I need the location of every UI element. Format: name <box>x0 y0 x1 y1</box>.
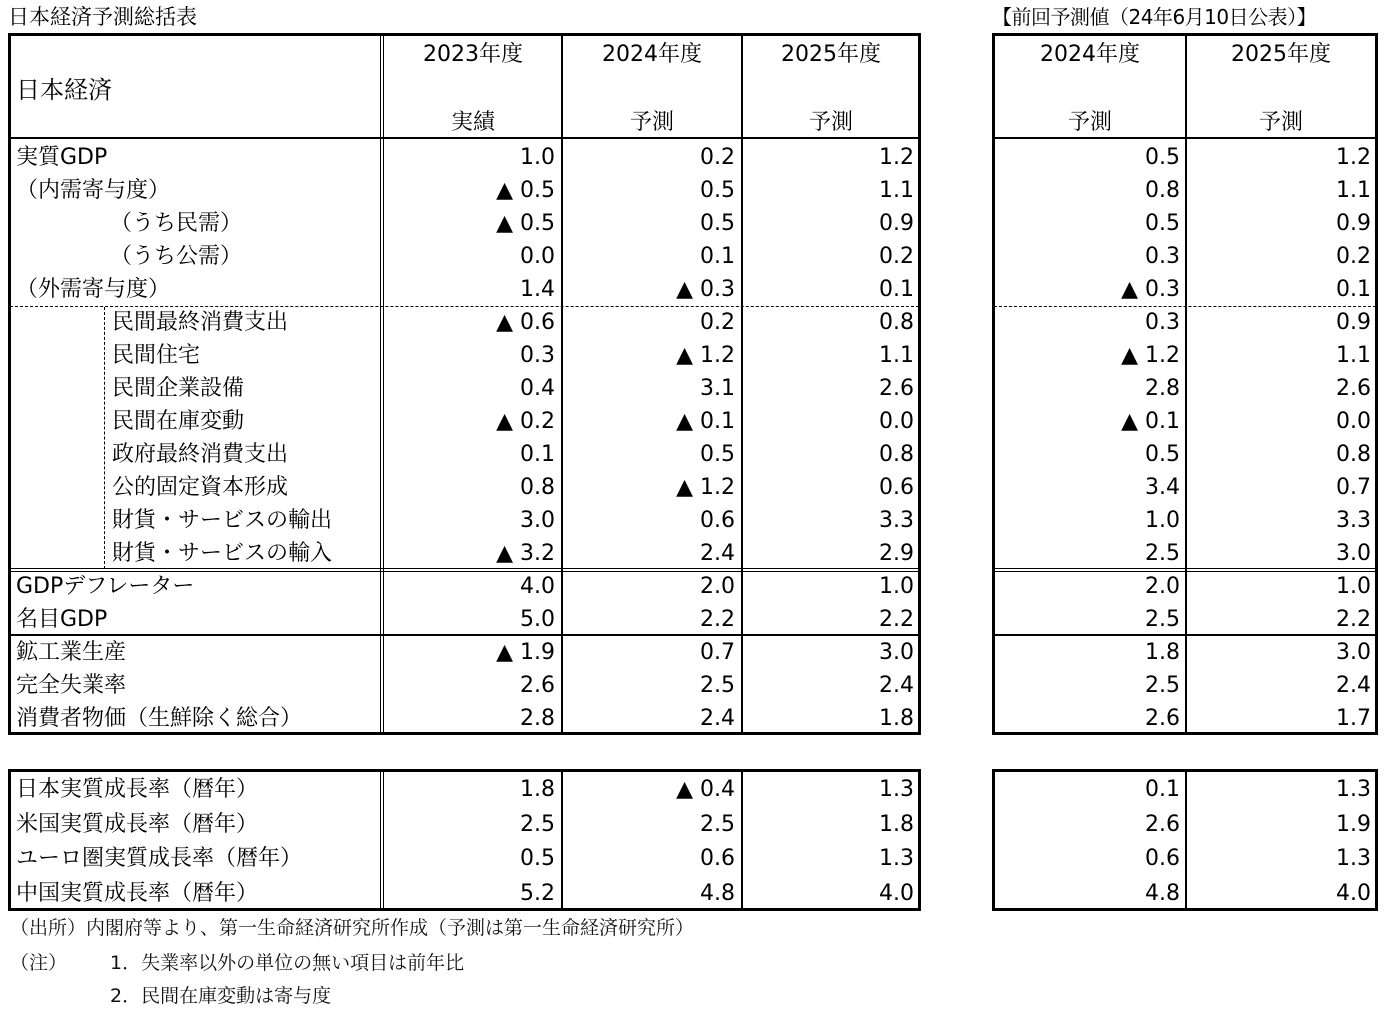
previous-value-cell: 2.8 <box>1145 376 1180 401</box>
value-cell: 0.8 <box>879 442 914 467</box>
previous-value-cell: ▲ 0.3 <box>1121 277 1180 302</box>
previous-value-cell: 1.2 <box>1336 145 1371 170</box>
value-cell: 1.8 <box>879 706 914 731</box>
value-cell: 5.2 <box>520 881 555 906</box>
prev-components-separator <box>994 306 1376 307</box>
value-cell: 2.5 <box>700 812 735 837</box>
kind-header-2025: 予測 <box>808 110 853 135</box>
value-cell: 3.0 <box>520 508 555 533</box>
column-divider-2025 <box>741 35 743 733</box>
previous-value-cell: 0.1 <box>1145 777 1180 802</box>
world-label-divider <box>380 771 384 909</box>
value-cell: 4.0 <box>520 574 555 599</box>
year-header-2023: 2023年度 <box>423 42 523 67</box>
kind-header-2023: 実績 <box>450 110 495 135</box>
value-cell: 0.5 <box>520 846 555 871</box>
previous-value-cell: 2.6 <box>1336 376 1371 401</box>
row-label: 財貨・サービスの輸出 <box>112 508 333 533</box>
value-cell: 2.5 <box>700 673 735 698</box>
value-cell: 0.3 <box>520 343 555 368</box>
value-cell: 0.0 <box>879 409 914 434</box>
world-divider-2024 <box>561 771 563 909</box>
previous-value-cell: 2.5 <box>1145 607 1180 632</box>
row-label: （内需寄与度） <box>16 178 171 203</box>
row-label-header: 日本経済 <box>16 76 112 104</box>
previous-value-cell: 0.8 <box>1336 442 1371 467</box>
row-label: ユーロ圏実質成長率（暦年） <box>16 846 303 871</box>
value-cell: ▲ 0.3 <box>676 277 735 302</box>
value-cell: 0.1 <box>520 442 555 467</box>
row-label: 民間企業設備 <box>112 376 245 401</box>
component-indent-divider <box>104 307 105 569</box>
previous-value-cell: 1.7 <box>1336 706 1371 731</box>
previous-value-cell: 2.6 <box>1145 706 1180 731</box>
value-cell: 0.5 <box>700 442 735 467</box>
previous-value-cell: 1.0 <box>1336 574 1371 599</box>
world-prev-divider <box>1185 771 1187 909</box>
previous-value-cell: 2.5 <box>1145 541 1180 566</box>
previous-value-cell: 0.8 <box>1145 178 1180 203</box>
column-divider-2024 <box>561 35 563 733</box>
value-cell: 1.2 <box>879 145 914 170</box>
previous-value-cell: 0.5 <box>1145 211 1180 236</box>
value-cell: 2.9 <box>879 541 914 566</box>
previous-value-cell: 0.1 <box>1336 277 1371 302</box>
previous-value-cell: 0.9 <box>1336 211 1371 236</box>
value-cell: 0.5 <box>700 211 735 236</box>
previous-value-cell: 1.9 <box>1336 812 1371 837</box>
components-separator <box>10 306 919 307</box>
value-cell: 0.2 <box>700 145 735 170</box>
previous-value-cell: 1.0 <box>1145 508 1180 533</box>
previous-value-cell: 0.3 <box>1145 310 1180 335</box>
value-cell: 1.8 <box>879 812 914 837</box>
prev-kind-header-2024: 予測 <box>1067 110 1112 135</box>
previous-value-cell: 0.6 <box>1145 846 1180 871</box>
value-cell: 1.0 <box>520 145 555 170</box>
value-cell: 2.8 <box>520 706 555 731</box>
value-cell: 0.8 <box>520 475 555 500</box>
row-label: （うち民需） <box>110 211 243 236</box>
value-cell: 0.1 <box>879 277 914 302</box>
row-label: （外需寄与度） <box>16 277 171 302</box>
value-cell: 2.4 <box>879 673 914 698</box>
previous-value-cell: 2.5 <box>1145 673 1180 698</box>
previous-value-cell: 2.4 <box>1336 673 1371 698</box>
note-2: 2．民間在庫変動は寄与度 <box>110 985 332 1007</box>
value-cell: 3.3 <box>879 508 914 533</box>
header-bottom-line <box>10 137 919 139</box>
value-cell: 2.4 <box>700 706 735 731</box>
row-label: 財貨・サービスの輸入 <box>112 541 333 566</box>
value-cell: 0.6 <box>879 475 914 500</box>
value-cell: 0.1 <box>700 244 735 269</box>
prev-header-bottom-line <box>994 137 1376 139</box>
row-label: 鉱工業生産 <box>16 640 127 665</box>
row-label: GDPデフレーター <box>16 574 195 599</box>
previous-value-cell: 0.5 <box>1145 145 1180 170</box>
previous-value-cell: 3.3 <box>1336 508 1371 533</box>
prev-kind-header-2025: 予測 <box>1258 110 1303 135</box>
value-cell: 1.1 <box>879 178 914 203</box>
value-cell: 1.3 <box>879 777 914 802</box>
previous-value-cell: ▲ 1.2 <box>1121 343 1180 368</box>
value-cell: 2.5 <box>520 812 555 837</box>
row-label: 消費者物価（生鮮除く総合） <box>16 706 303 731</box>
previous-value-cell: 0.3 <box>1145 244 1180 269</box>
previous-value-cell: 3.0 <box>1336 541 1371 566</box>
value-cell: 1.8 <box>520 777 555 802</box>
value-cell: ▲ 0.6 <box>496 310 555 335</box>
previous-value-cell: 1.1 <box>1336 178 1371 203</box>
prev-year-header-2025: 2025年度 <box>1231 42 1331 67</box>
row-label: （うち公需） <box>110 244 243 269</box>
previous-forecast-title: 【前回予測値（24年6月10日公表）】 <box>992 5 1317 29</box>
row-label: 民間住宅 <box>112 343 201 368</box>
previous-value-cell: 0.5 <box>1145 442 1180 467</box>
value-cell: ▲ 0.2 <box>496 409 555 434</box>
value-cell: 1.3 <box>879 846 914 871</box>
value-cell: ▲ 0.5 <box>496 178 555 203</box>
value-cell: 0.7 <box>700 640 735 665</box>
kind-header-2024: 予測 <box>629 110 674 135</box>
previous-value-cell: 2.2 <box>1336 607 1371 632</box>
value-cell: 0.6 <box>700 508 735 533</box>
label-column-divider <box>380 35 384 733</box>
previous-value-cell: 2.6 <box>1145 812 1180 837</box>
row-label: 中国実質成長率（暦年） <box>16 881 259 906</box>
previous-value-cell: 4.0 <box>1336 881 1371 906</box>
value-cell: 2.2 <box>700 607 735 632</box>
previous-value-cell: 0.0 <box>1336 409 1371 434</box>
value-cell: 0.2 <box>700 310 735 335</box>
row-label: 民間最終消費支出 <box>112 310 289 335</box>
previous-value-cell: 3.0 <box>1336 640 1371 665</box>
value-cell: 0.0 <box>520 244 555 269</box>
prev-column-divider <box>1185 35 1187 733</box>
previous-value-cell: 0.7 <box>1336 475 1371 500</box>
previous-value-cell: 4.8 <box>1145 881 1180 906</box>
previous-value-cell: 3.4 <box>1145 475 1180 500</box>
row-label: 名目GDP <box>16 607 108 632</box>
value-cell: 5.0 <box>520 607 555 632</box>
value-cell: 2.4 <box>700 541 735 566</box>
previous-value-cell: 1.3 <box>1336 846 1371 871</box>
value-cell: 1.4 <box>520 277 555 302</box>
value-cell: ▲ 1.2 <box>676 475 735 500</box>
value-cell: ▲ 1.2 <box>676 343 735 368</box>
source-note: （出所）内閣府等より、第一生命経済研究所作成（予測は第一生命経済研究所） <box>10 917 695 939</box>
value-cell: 2.2 <box>879 607 914 632</box>
value-cell: 2.6 <box>520 673 555 698</box>
value-cell: 3.0 <box>879 640 914 665</box>
value-cell: ▲ 1.9 <box>496 640 555 665</box>
value-cell: ▲ 3.2 <box>496 541 555 566</box>
value-cell: 0.9 <box>879 211 914 236</box>
previous-value-cell: 1.8 <box>1145 640 1180 665</box>
note-label: （注） <box>10 952 68 974</box>
value-cell: 0.8 <box>879 310 914 335</box>
year-header-2024: 2024年度 <box>602 42 702 67</box>
row-label: 実質GDP <box>16 145 108 170</box>
row-label: 政府最終消費支出 <box>112 442 289 467</box>
previous-value-cell: 1.3 <box>1336 777 1371 802</box>
value-cell: ▲ 0.1 <box>676 409 735 434</box>
value-cell: 0.5 <box>700 178 735 203</box>
row-label: 民間在庫変動 <box>112 409 245 434</box>
value-cell: 1.1 <box>879 343 914 368</box>
value-cell: 0.6 <box>700 846 735 871</box>
value-cell: 3.1 <box>700 376 735 401</box>
value-cell: 4.8 <box>700 881 735 906</box>
value-cell: 0.2 <box>879 244 914 269</box>
world-divider-2025 <box>741 771 743 909</box>
previous-value-cell: 0.2 <box>1336 244 1371 269</box>
note-1: 1．失業率以外の単位の無い項目は前年比 <box>110 952 465 974</box>
row-label: 日本実質成長率（暦年） <box>16 777 259 802</box>
previous-value-cell: 1.1 <box>1336 343 1371 368</box>
previous-value-cell: 0.9 <box>1336 310 1371 335</box>
value-cell: 1.0 <box>879 574 914 599</box>
row-label: 公的固定資本形成 <box>112 475 289 500</box>
value-cell: 0.4 <box>520 376 555 401</box>
value-cell: ▲ 0.5 <box>496 211 555 236</box>
year-header-2025: 2025年度 <box>781 42 881 67</box>
previous-value-cell: ▲ 0.1 <box>1121 409 1180 434</box>
row-label: 完全失業率 <box>16 673 127 698</box>
value-cell: 2.6 <box>879 376 914 401</box>
value-cell: ▲ 0.4 <box>676 777 735 802</box>
value-cell: 2.0 <box>700 574 735 599</box>
prev-year-header-2024: 2024年度 <box>1040 42 1140 67</box>
value-cell: 4.0 <box>879 881 914 906</box>
page-title: 日本経済予測総括表 <box>8 5 197 29</box>
previous-value-cell: 2.0 <box>1145 574 1180 599</box>
row-label: 米国実質成長率（暦年） <box>16 812 259 837</box>
